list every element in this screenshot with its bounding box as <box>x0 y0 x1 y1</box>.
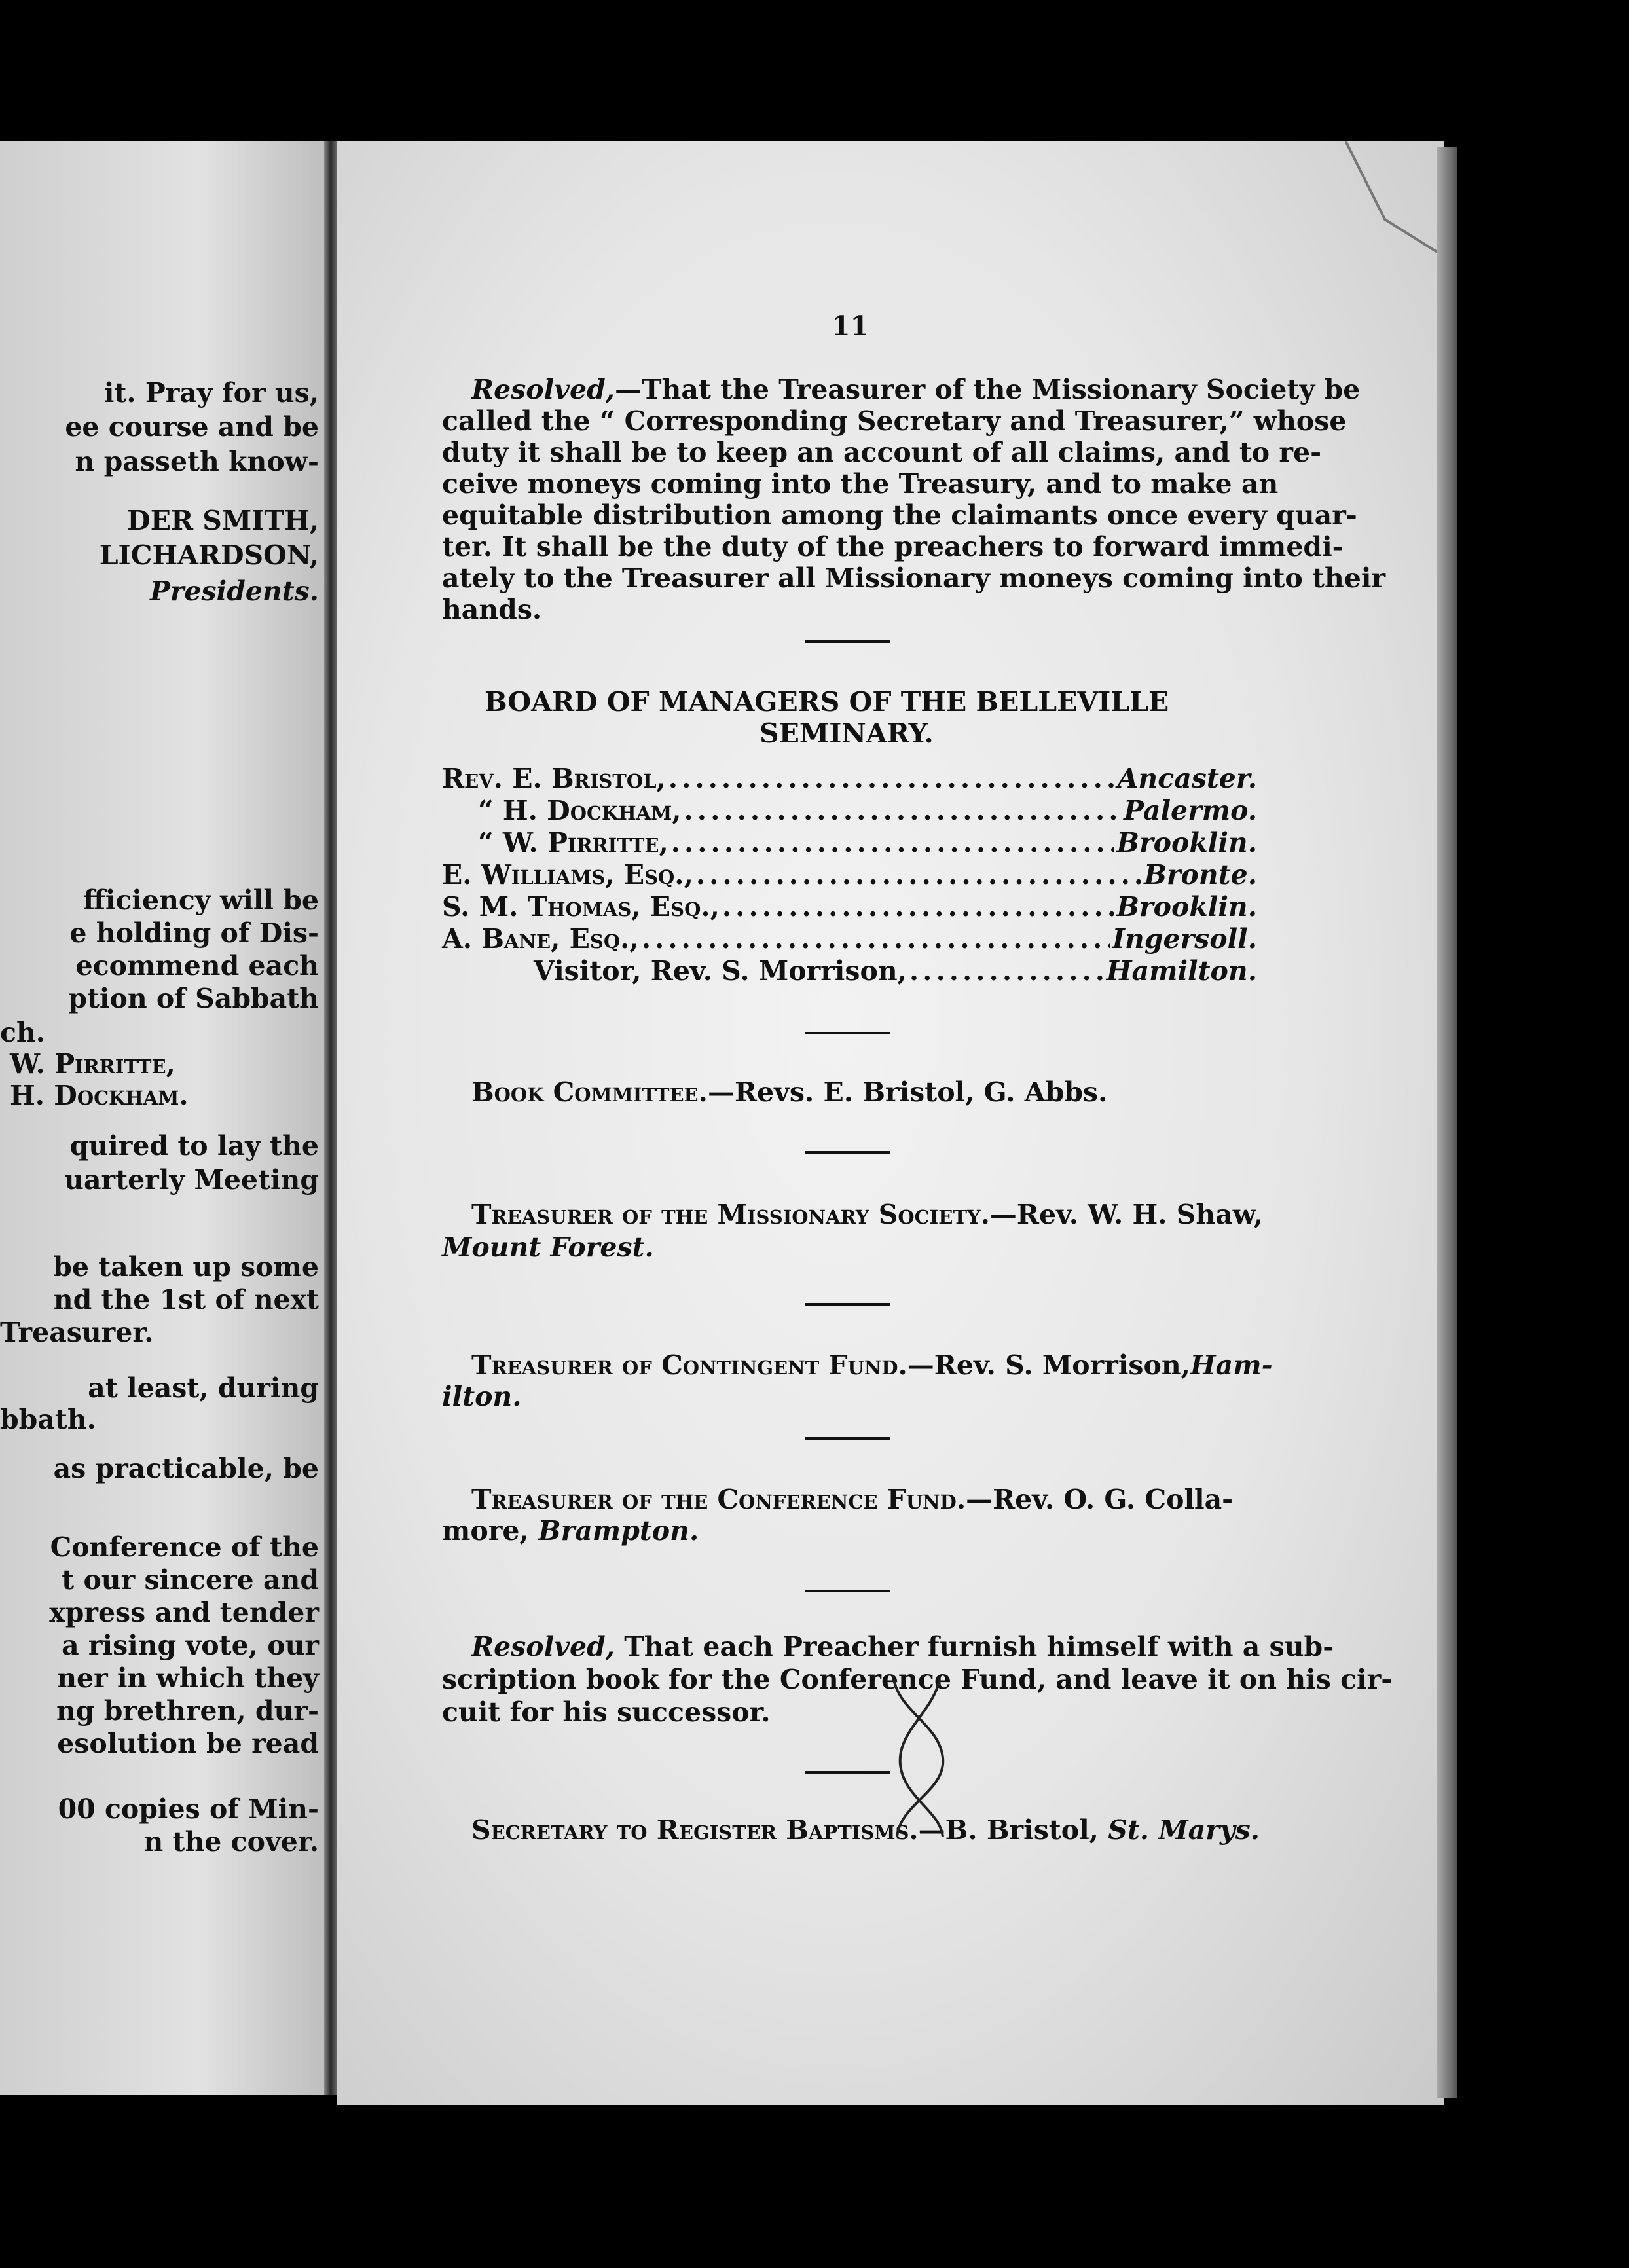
left-line: ption of Sabbath <box>68 983 319 1014</box>
left-line: ng brethren, dur- <box>56 1695 319 1727</box>
divider-rule <box>805 1437 890 1440</box>
leader-dots <box>671 827 1114 858</box>
resolution-1-lead: Resolved, <box>471 374 615 405</box>
left-line: W. Pirritte, <box>10 1048 175 1080</box>
board-heading-line1: BOARD OF MANAGERS OF THE BELLEVILLE <box>485 686 1169 718</box>
board-member-row <box>442 923 1257 953</box>
left-line: a rising vote, our <box>62 1630 319 1661</box>
left-line: ecommend each <box>75 950 319 981</box>
treasurer-conference-line1 <box>471 1486 1233 1513</box>
member-name: E. Williams, Esq., <box>442 859 693 890</box>
resolution-1-line: ceive moneys coming into the Treasury, and to make an <box>442 468 1279 500</box>
left-line: 00 copies of Min- <box>58 1793 319 1825</box>
board-member-row <box>442 955 1257 985</box>
left-line: bbath. <box>0 1404 96 1435</box>
left-line: be taken up some <box>53 1251 319 1283</box>
resolution-1-line: equitable distribution among the claimants once every quar- <box>442 500 1357 531</box>
left-line: quired to lay the <box>69 1130 319 1161</box>
left-line: xpress and tender <box>49 1597 319 1628</box>
resolution-1-line <box>471 376 1360 403</box>
left-line: as practicable, be <box>53 1453 319 1484</box>
left-line: ch. <box>0 1017 46 1048</box>
treasurer-conference-place: Brampton. <box>538 1515 699 1546</box>
left-line: H. Dockham. <box>10 1080 189 1111</box>
member-name: Visitor, Rev. S. Morrison, <box>534 955 907 987</box>
treasurer-conference-line2-text: more, <box>442 1515 529 1546</box>
resolution-1-line: ter. It shall be the duty of the preachers to forward immedi- <box>442 531 1344 562</box>
treasurer-contingent-line1 <box>471 1349 1273 1381</box>
treasurer-conference-line2 <box>442 1515 699 1546</box>
leader-dots <box>696 859 1141 890</box>
treasurer-missionary-place: Mount Forest. <box>442 1232 654 1263</box>
resolution-1-line: duty it shall be to keep an account of all claims, and to re- <box>442 437 1322 468</box>
leader-dots <box>722 891 1114 923</box>
divider-rule <box>805 640 890 643</box>
resolution-2-text: That each Preacher furnish himself with a sub- <box>615 1631 1334 1662</box>
left-line: n passeth know- <box>75 446 319 477</box>
book-gutter <box>324 141 339 2095</box>
left-line: it. Pray for us, <box>103 377 319 409</box>
left-line: ner in which they <box>57 1662 319 1694</box>
left-line: Presidents. <box>149 576 319 607</box>
left-line: ee course and be <box>65 411 319 443</box>
member-name: “ W. Pirritte, <box>478 827 668 858</box>
left-line: Conference of the <box>50 1531 319 1563</box>
member-place: Ingersoll. <box>1112 923 1257 955</box>
divider-rule <box>805 1771 890 1774</box>
board-member-row <box>442 763 1257 793</box>
treasurer-contingent-place-2: ilton. <box>442 1381 522 1412</box>
left-line: at least, during <box>88 1372 319 1404</box>
member-place: Palermo. <box>1124 795 1257 826</box>
board-member-row <box>442 891 1257 921</box>
left-line: Treasurer. <box>0 1317 154 1348</box>
leader-dots <box>668 763 1115 794</box>
divider-rule <box>805 1303 890 1306</box>
left-line: LICHARDSON, <box>99 540 319 571</box>
resolution-2-line: scription book for the Conference Fund, and leave it on his cir- <box>442 1664 1393 1695</box>
resolution-2-line <box>471 1631 1334 1662</box>
secretary-place: St. Marys. <box>1108 1814 1260 1846</box>
resolution-1-line: hands. <box>442 594 542 625</box>
board-heading-line2: SEMINARY. <box>760 718 934 749</box>
left-facing-page <box>0 141 331 2095</box>
left-line: nd the 1st of next <box>53 1284 319 1315</box>
left-line: esolution be read <box>57 1728 319 1759</box>
resolution-2-line: cuit for his successor. <box>442 1696 771 1728</box>
left-line: fficiency will be <box>83 885 319 916</box>
page-edge <box>1437 147 1457 2098</box>
book-committee <box>471 1076 1108 1108</box>
leader-dots <box>642 923 1110 955</box>
member-place: Hamilton. <box>1106 955 1257 987</box>
secretary-line <box>471 1814 1260 1846</box>
book-committee-label: Book Committee. <box>471 1076 708 1108</box>
treasurer-missionary-text: —Rev. W. H. Shaw, <box>989 1199 1264 1230</box>
member-place: Brooklin. <box>1116 827 1257 858</box>
divider-rule <box>805 1590 890 1592</box>
divider-rule <box>805 1032 890 1034</box>
treasurer-contingent-place-1: Ham- <box>1190 1349 1273 1381</box>
page-number: 11 <box>832 310 869 342</box>
treasurer-contingent-label: Treasurer of Contingent Fund. <box>471 1349 907 1381</box>
secretary-label: Secretary to Register Baptisms. <box>471 1814 919 1846</box>
board-member-row <box>442 859 1257 889</box>
resolution-1-text: —That the Treasurer of the Missionary Society be <box>615 374 1361 405</box>
page-corner-crease <box>1345 141 1437 265</box>
treasurer-contingent-text: —Rev. S. Morrison, <box>907 1349 1190 1381</box>
treasurer-missionary-label: Treasurer of the Missionary Society. <box>471 1199 990 1230</box>
member-place: Bronte. <box>1144 859 1257 890</box>
treasurer-conference-label: Treasurer of the Conference Fund. <box>471 1484 966 1515</box>
treasurer-missionary-line1 <box>471 1201 1263 1228</box>
left-line: DER SMITH, <box>127 505 319 536</box>
resolution-1-line: ately to the Treasurer all Missionary moneys coming into their <box>442 562 1386 594</box>
left-line: uarterly Meeting <box>64 1164 319 1196</box>
member-place: Brooklin. <box>1116 891 1257 923</box>
member-place: Ancaster. <box>1117 763 1257 794</box>
resolution-2-lead: Resolved, <box>471 1631 615 1662</box>
left-line: e holding of Dis- <box>69 917 319 949</box>
member-name: S. M. Thomas, Esq., <box>442 891 720 923</box>
member-name: “ H. Dockham, <box>478 795 682 826</box>
leader-dots <box>909 955 1104 987</box>
board-member-row <box>442 795 1257 825</box>
board-member-row <box>442 827 1257 857</box>
book-committee-text: —Revs. E. Bristol, G. Abbs. <box>707 1076 1108 1108</box>
handwritten-mark-icon <box>887 1673 953 1843</box>
secretary-text: —B. Bristol, <box>918 1814 1099 1846</box>
member-name: A. Bane, Esq., <box>442 923 639 955</box>
leader-dots <box>684 795 1122 826</box>
member-name: Rev. E. Bristol, <box>442 763 666 794</box>
left-line: n the cover. <box>143 1826 319 1857</box>
divider-rule <box>805 1151 890 1154</box>
treasurer-conference-text: —Rev. O. G. Colla- <box>966 1484 1234 1515</box>
left-line: t our sincere and <box>62 1564 319 1596</box>
resolution-1-line: called the “ Corresponding Secretary and Treasurer,” whose <box>442 405 1347 437</box>
